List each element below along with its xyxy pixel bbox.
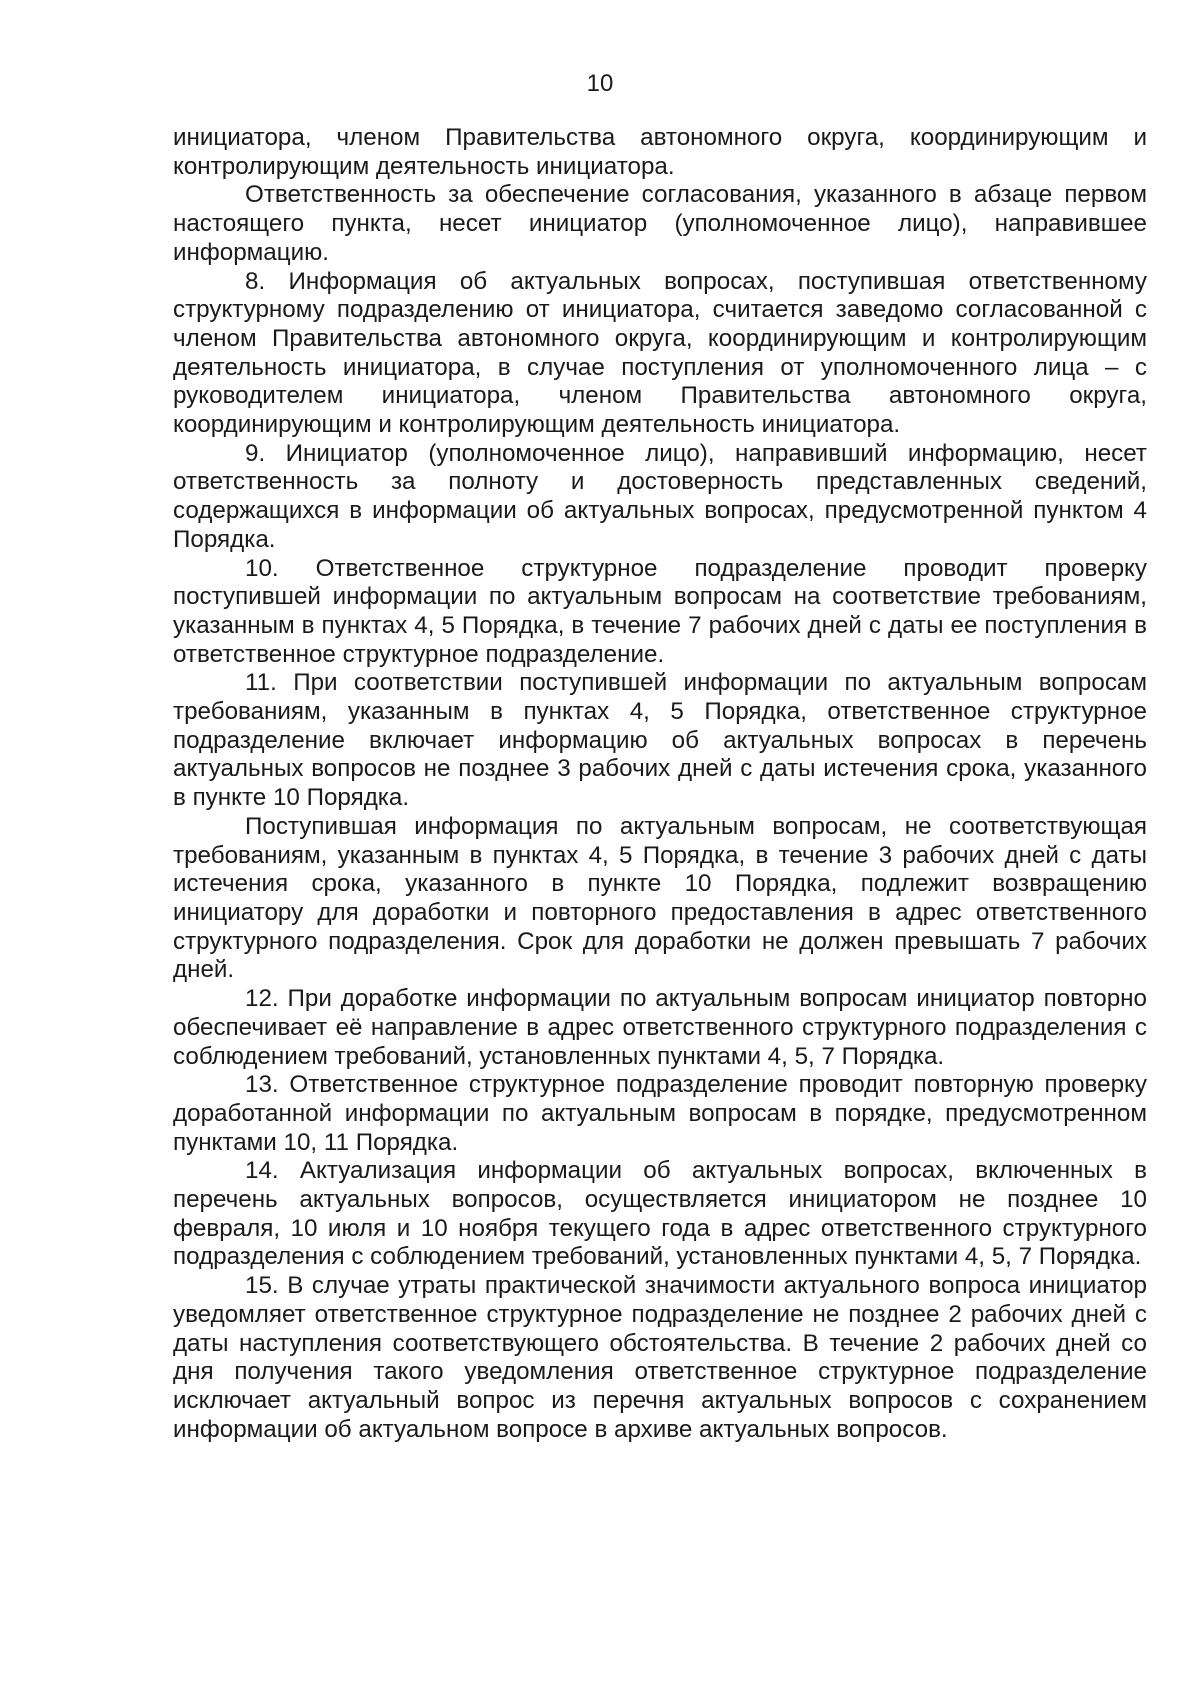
- page-number: 10: [586, 70, 614, 97]
- paragraph: инициатора, членом Правительства автономного округа, координирующим и контролирующим деятельность инициатора.: [173, 124, 1147, 180]
- paragraph: 12. При доработке информации по актуальным вопросам инициатор повторно обеспечивает её направление в адрес ответственного структурного подразделения с соблюдением требований, установленных пунктами 4, 5, 7 Порядка.: [173, 985, 1147, 1070]
- paragraph: 14. Актуализация информации об актуальных вопросах, включенных в перечень актуальных вопросов, осуществляется инициатором не позднее 10 февраля, 10 июля и 10 ноября текущего года в адрес ответственного структурного подразделения с соблюдением требований, установленных пунктами 4, 5, 7 Порядка.: [173, 1157, 1147, 1271]
- paragraph: 8. Информация об актуальных вопросах, поступившая ответственному структурному подразделению от инициатора, считается заведомо согласованной с членом Правительства автономного округа, координирующим и контролирующим деятельность инициатора, в случае поступления от уполномоченного лица – с руководителем инициатора, членом Правительства автономного округа, координирующим и контролирующим деятельность инициатора.: [173, 267, 1147, 439]
- paragraph: 11. При соответствии поступившей информации по актуальным вопросам требованиям, указанным в пунктах 4, 5 Порядка, ответственное структурное подразделение включает информацию об актуальных вопросах в перечень актуальных вопросов не позднее 3 рабочих дней с даты истечения срока, указанного в пункте 10 Порядка.: [173, 669, 1147, 812]
- paragraph: Ответственность за обеспечение согласования, указанного в абзаце первом настоящего пункта, несет инициатор (уполномоченное лицо), направившее информацию.: [173, 181, 1147, 266]
- paragraph: 10. Ответственное структурное подразделение проводит проверку поступившей информации по актуальным вопросам на соответствие требованиям, указанным в пунктах 4, 5 Порядка, в течение 7 рабочих дней с даты ее поступления в ответственное структурное подразделение.: [173, 554, 1147, 668]
- paragraph: Поступившая информация по актуальным вопросам, не соответствующая требованиям, указанным в пунктах 4, 5 Порядка, в течение 3 рабочих дней с даты истечения срока, указанного в пункте 10 Порядка, подлежит возвращению инициатору для доработки и повторного предоставления в адрес ответственного структурного подразделения. Срок для доработки не должен превышать 7 рабочих дней.: [173, 812, 1147, 984]
- paragraph: 9. Инициатор (уполномоченное лицо), направивший информацию, несет ответственность за полноту и достоверность представленных сведений, содержащихся в информации об актуальных вопросах, предусмотренной пунктом 4 Порядка.: [173, 439, 1147, 553]
- document-body: [173, 124, 1147, 1444]
- paragraph: 13. Ответственное структурное подразделение проводит повторную проверку доработанной информации по актуальным вопросам в порядке, предусмотренном пунктами 10, 11 Порядка.: [173, 1071, 1147, 1156]
- paragraph: 15. В случае утраты практической значимости актуального вопроса инициатор уведомляет ответственное структурное подразделение не позднее 2 рабочих дней с даты наступления соответствующего обстоятельства. В течение 2 рабочих дней со дня получения такого уведомления ответственное структурное подразделение исключает актуальный вопрос из перечня актуальных вопросов с сохранением информации об актуальном вопросе в архиве актуальных вопросов.: [173, 1272, 1147, 1443]
